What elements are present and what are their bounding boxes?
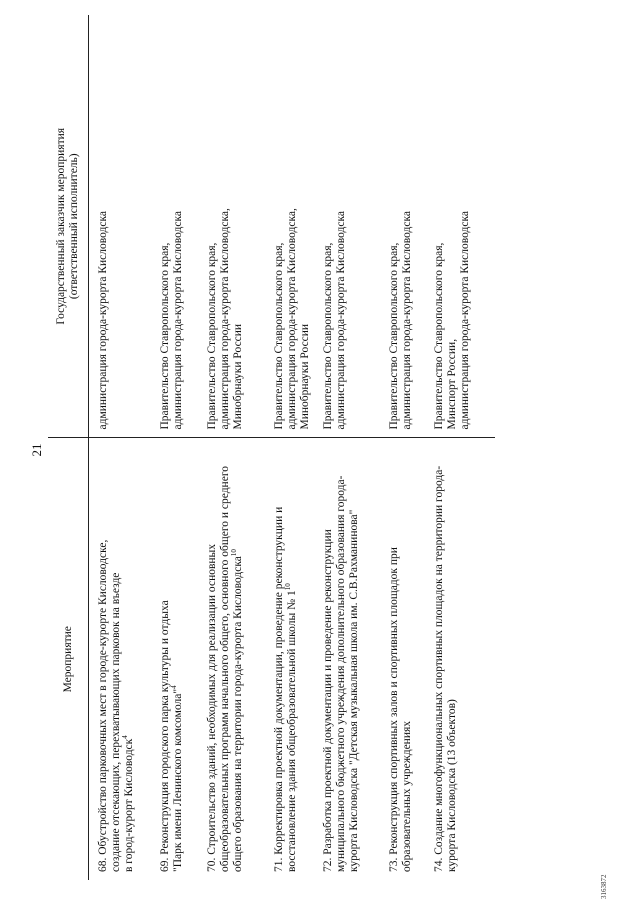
activity-line: [169, 447, 185, 873]
activity-text: 68. Обустройство парковочных мест в городе-курорте Кисловодске,: [97, 539, 109, 872]
activity-cell: [265, 438, 314, 880]
activity-line: [446, 447, 459, 873]
table-row: [198, 15, 265, 880]
activity-line: [322, 447, 335, 873]
customer-line: Правительство Ставропольского края,: [432, 242, 445, 430]
customer-line: администрация города-курорта Кисловодска: [400, 210, 413, 430]
customer-cell: [314, 15, 380, 438]
activity-line: [283, 447, 299, 873]
table-header-row: [48, 15, 89, 880]
activity-line: [97, 447, 110, 873]
activity-text: образовательных учреждениях: [400, 720, 413, 872]
customer-line: администрация города-курорта Кисловодска,: [218, 208, 231, 430]
table-row: [89, 15, 151, 880]
activity-text: 74. Создание многофункциональных спортивных площадок на территории города-: [432, 465, 445, 872]
footnote-marker: 10: [229, 549, 238, 557]
customer-line: Правительство Ставропольского края,: [205, 242, 218, 430]
customer-cell: [198, 15, 265, 438]
table-row: [425, 15, 495, 880]
activity-line: [219, 447, 232, 873]
customer-line: администрация города-курорта Кисловодска,: [285, 208, 298, 430]
activity-text: 70. Строительство зданий, необходимых для реализации основных: [205, 543, 218, 872]
customer-line: Минобрнауки России: [231, 323, 244, 430]
activity-line: [229, 447, 245, 873]
customer-line: Правительство Ставропольского края,: [321, 242, 334, 430]
header-activity: Мероприятие: [48, 438, 89, 880]
activity-text: создание отсекающих, перехватывающих парковок на въезде: [110, 572, 122, 872]
activity-line: [348, 447, 361, 873]
activity-line: [159, 447, 172, 873]
customer-line: Правительство Ставропольского края,: [387, 242, 400, 430]
footnote-marker: 4: [169, 685, 178, 689]
activities-table: [48, 15, 495, 880]
document-id: 3163872: [600, 874, 608, 899]
customer-line: Минобрнауки России: [298, 323, 311, 430]
table-row: [380, 15, 425, 880]
customer-line: администрация города-курорта Кисловодска: [458, 210, 471, 430]
activity-cell: [151, 438, 198, 880]
customer-line: Правительство Ставропольского края,: [158, 242, 171, 430]
activity-text: "Парк имени Ленинского комсомола": [171, 688, 184, 872]
customer-cell: [151, 15, 198, 438]
customer-cell: [265, 15, 314, 438]
table-row: [151, 15, 198, 880]
activity-line: [123, 447, 136, 873]
table-row: [314, 15, 380, 880]
header-customer-line1: Государственный заказчик мероприятия: [55, 127, 67, 325]
page-number: 21: [29, 443, 44, 457]
customer-line: администрация города-курорта Кисловодска: [97, 210, 109, 430]
activity-text: 72. Разработка проектной документации и проведение реконструкции: [321, 529, 334, 872]
footnote-marker: 4: [121, 735, 130, 739]
activity-text: 71. Корректировка проектной документации, проведение реконструкции и: [272, 506, 285, 872]
activity-line: [433, 447, 446, 873]
activity-line: [206, 447, 219, 873]
customer-line: Минспорт России,: [445, 338, 458, 430]
activity-line: [335, 447, 348, 873]
activity-line: [388, 447, 401, 873]
activity-text: 73. Реконструкция спортивных залов и спортивных площадок при: [387, 547, 400, 872]
customer-cell: [380, 15, 425, 438]
activity-text: общего образования на территории города-курорта Кисловодска: [231, 556, 244, 872]
activity-text: 69. Реконструкция городского парка культуры и отдыха: [158, 600, 171, 872]
activity-line: [110, 447, 123, 873]
customer-cell: [425, 15, 495, 438]
activity-text: курорта Кисловодска (13 объектов): [445, 699, 458, 872]
activity-line: [273, 447, 286, 873]
activity-cell: [314, 438, 380, 880]
customer-line: Правительство Ставропольского края,: [272, 242, 285, 430]
activity-cell: [89, 438, 151, 880]
activity-cell: [380, 438, 425, 880]
header-customer-line2: (ответственный исполнитель): [68, 153, 80, 300]
activity-line: [401, 447, 414, 873]
activity-cell: [198, 438, 265, 880]
footnote-marker: 10: [283, 583, 292, 591]
customer-cell: [89, 15, 151, 438]
activity-text: в город-курорт Кисловодск: [123, 738, 135, 872]
header-customer: [48, 15, 89, 438]
table-row: [265, 15, 314, 880]
activity-text: восстановление здания общеобразовательной школы № 1: [285, 590, 298, 872]
customer-line: администрация города-курорта Кисловодска: [334, 210, 347, 430]
activity-text: муниципального бюджетного учреждения дополнительного образования города-: [334, 475, 347, 872]
activity-cell: [425, 438, 495, 880]
activity-text: курорта Кисловодска "Детская музыкальная школа им. С.В.Рахманинова": [347, 509, 360, 872]
activity-text: общеобразовательных программ начального общего, основного общего и среднего: [218, 466, 231, 872]
customer-line: администрация города-курорта Кисловодска: [171, 210, 184, 430]
